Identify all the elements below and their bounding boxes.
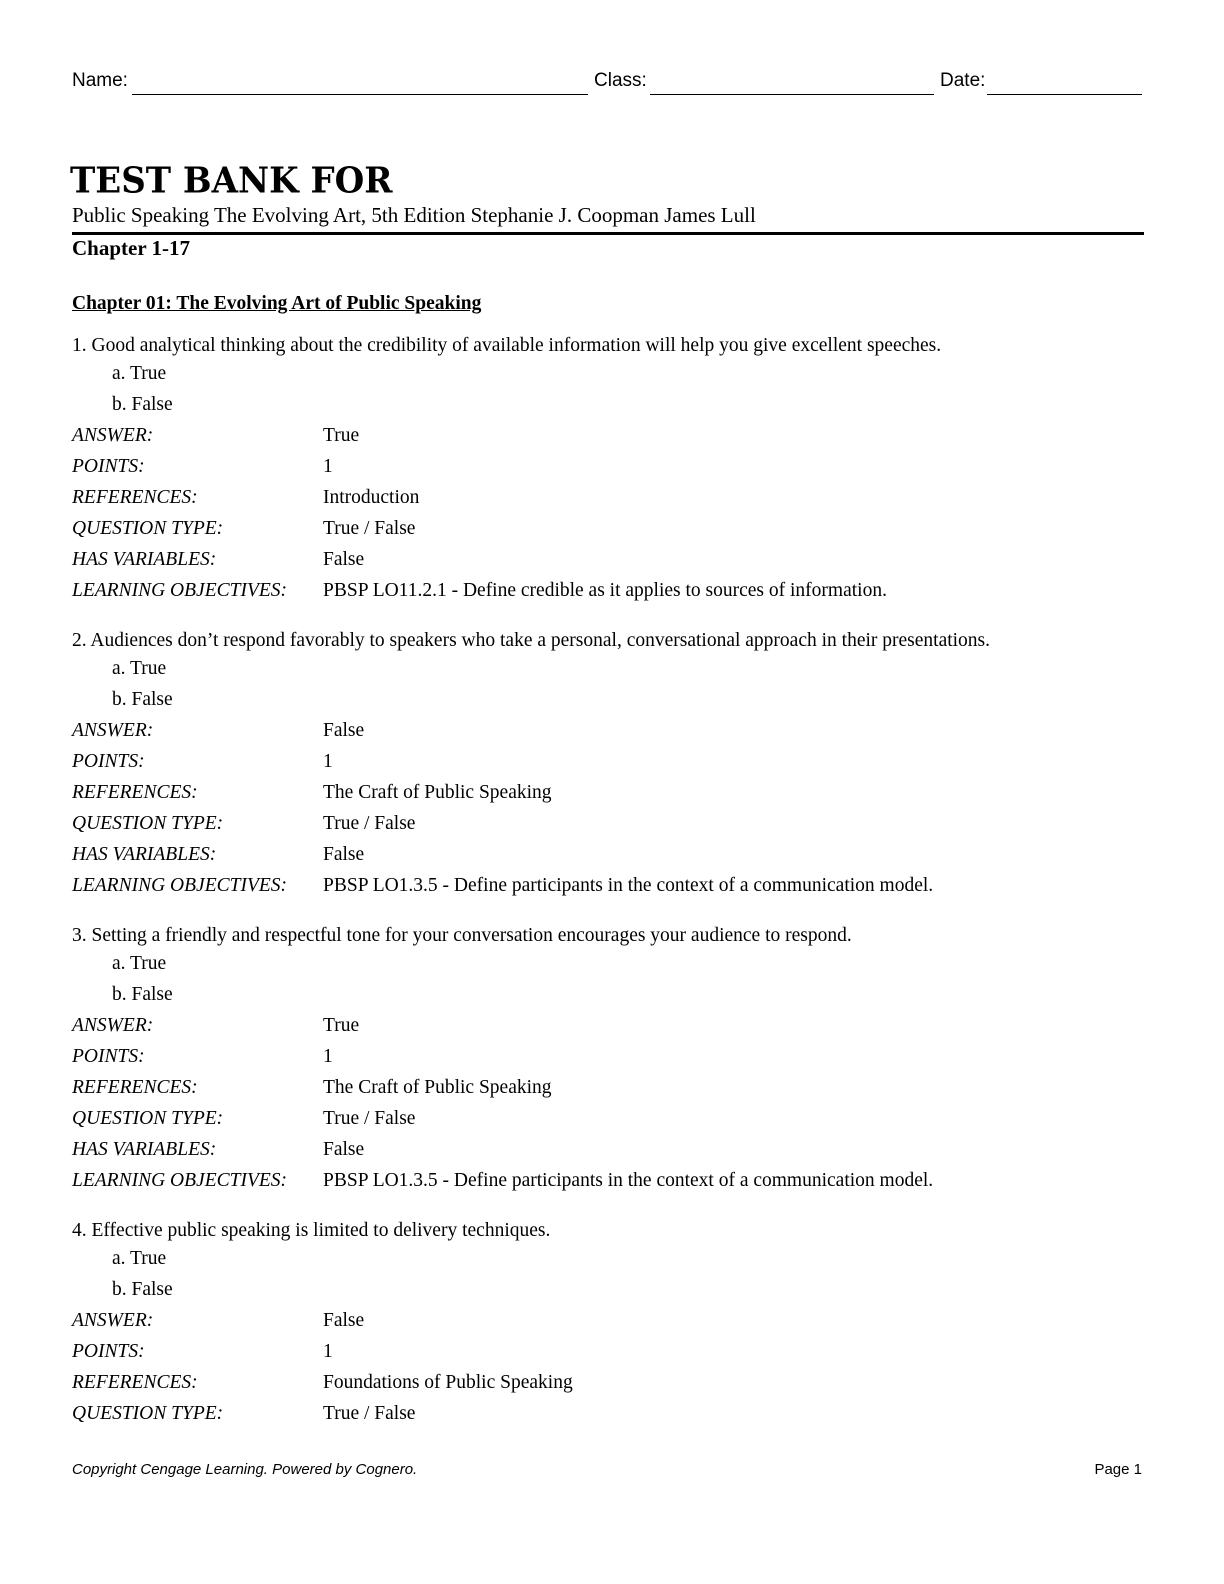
answer-choice: b. False (112, 1278, 173, 1300)
class-blank-line (650, 94, 934, 95)
learning-objectives-row (72, 1165, 1152, 1196)
learning-objectives-label: LEARNING OBJECTIVES: (72, 580, 288, 601)
points-label: POINTS: (72, 456, 145, 477)
learning-objectives-row (72, 870, 1152, 901)
student-info-header (72, 70, 1144, 98)
points-value: 1 (323, 1341, 333, 1362)
question-type-label: QUESTION TYPE: (72, 1108, 224, 1129)
has-variables-label: HAS VARIABLES: (72, 1139, 217, 1160)
answer-label: ANSWER: (72, 425, 154, 446)
question-type-label: QUESTION TYPE: (72, 518, 224, 539)
question-item (72, 923, 1152, 1196)
has-variables-label: HAS VARIABLES: (72, 549, 217, 570)
learning-objectives-label: LEARNING OBJECTIVES: (72, 1170, 288, 1191)
page-number: Page 1 (1094, 1461, 1142, 1478)
answer-value: False (323, 720, 365, 741)
chapter-range: Chapter 1-17 (72, 236, 191, 260)
question-item (72, 628, 1152, 901)
answer-label: ANSWER: (72, 1015, 154, 1036)
answer-value: True (323, 425, 360, 446)
answer-choice: a. True (112, 1248, 167, 1269)
question-type-row (72, 1103, 1152, 1134)
question-type-row (72, 513, 1152, 544)
learning-objectives-value: PBSP LO1.3.5 - Define participants in the context of a communication model. (323, 1170, 934, 1191)
answer-choice: b. False (112, 983, 173, 1005)
answer-row (72, 1305, 1152, 1336)
has-variables-value: False (323, 1139, 365, 1160)
class-label: Class: (594, 70, 647, 91)
references-row (72, 482, 1152, 513)
references-label: REFERENCES: (72, 1077, 198, 1098)
answer-choice: b. False (112, 688, 173, 710)
points-row (72, 1041, 1152, 1072)
learning-objectives-label: LEARNING OBJECTIVES: (72, 875, 288, 896)
question-type-row (72, 808, 1152, 839)
references-label: REFERENCES: (72, 1372, 198, 1393)
points-label: POINTS: (72, 751, 145, 772)
answer-label: ANSWER: (72, 1310, 154, 1331)
has-variables-label: HAS VARIABLES: (72, 844, 217, 865)
copyright-text: Copyright Cengage Learning. Powered by Cognero. (72, 1461, 418, 1478)
has-variables-value: False (323, 844, 365, 865)
answer-row (72, 420, 1152, 451)
name-blank-line (132, 94, 588, 95)
references-row (72, 1072, 1152, 1103)
document-title: TEST BANK FOR (70, 160, 393, 202)
question-item (72, 333, 1152, 606)
answer-value: False (323, 1310, 365, 1331)
question-text: 1. Good analytical thinking about the credibility of available information will help you give excellent speeches. (72, 335, 942, 356)
answer-choice: a. True (112, 953, 167, 974)
references-value: Introduction (323, 487, 420, 508)
references-row (72, 1367, 1152, 1398)
document-subtitle: Public Speaking The Evolving Art, 5th Edition Stephanie J. Coopman James Lull (72, 203, 756, 227)
answer-choice: a. True (112, 363, 167, 384)
points-value: 1 (323, 456, 333, 477)
learning-objectives-row (72, 575, 1152, 606)
points-row (72, 451, 1152, 482)
has-variables-row (72, 839, 1152, 870)
question-type-value: True / False (323, 813, 416, 834)
date-blank-line (987, 94, 1142, 95)
question-list (72, 291, 1152, 1451)
title-divider (72, 232, 1144, 235)
question-type-value: True / False (323, 518, 416, 539)
question-text: 4. Effective public speaking is limited to delivery techniques. (72, 1220, 551, 1241)
has-variables-row (72, 1134, 1152, 1165)
points-row (72, 1336, 1152, 1367)
question-item (72, 1218, 1152, 1429)
question-type-value: True / False (323, 1108, 416, 1129)
question-text: 2. Audiences don’t respond favorably to speakers who take a personal, conversational approach in their presentations. (72, 630, 991, 651)
references-label: REFERENCES: (72, 782, 198, 803)
references-value: The Craft of Public Speaking (323, 1077, 552, 1098)
points-value: 1 (323, 751, 333, 772)
question-type-value: True / False (323, 1403, 416, 1424)
references-value: The Craft of Public Speaking (323, 782, 552, 803)
answer-choice: a. True (112, 658, 167, 679)
question-type-row (72, 1398, 1152, 1429)
name-label: Name: (72, 70, 128, 91)
answer-choice: b. False (112, 393, 173, 415)
references-row (72, 777, 1152, 808)
answer-value: True (323, 1015, 360, 1036)
has-variables-value: False (323, 549, 365, 570)
answer-row (72, 715, 1152, 746)
points-value: 1 (323, 1046, 333, 1067)
points-label: POINTS: (72, 1046, 145, 1067)
references-label: REFERENCES: (72, 487, 198, 508)
points-row (72, 746, 1152, 777)
chapter-heading: Chapter 01: The Evolving Art of Public Speaking (72, 293, 482, 314)
question-type-label: QUESTION TYPE: (72, 813, 224, 834)
answer-row (72, 1010, 1152, 1041)
has-variables-row (72, 544, 1152, 575)
learning-objectives-value: PBSP LO11.2.1 - Define credible as it applies to sources of information. (323, 580, 887, 601)
question-text: 3. Setting a friendly and respectful tone for your conversation encourages your audience to respond. (72, 925, 852, 946)
points-label: POINTS: (72, 1341, 145, 1362)
references-value: Foundations of Public Speaking (323, 1372, 573, 1393)
question-type-label: QUESTION TYPE: (72, 1403, 224, 1424)
learning-objectives-value: PBSP LO1.3.5 - Define participants in the context of a communication model. (323, 875, 934, 896)
date-label: Date: (940, 70, 986, 91)
answer-label: ANSWER: (72, 720, 154, 741)
